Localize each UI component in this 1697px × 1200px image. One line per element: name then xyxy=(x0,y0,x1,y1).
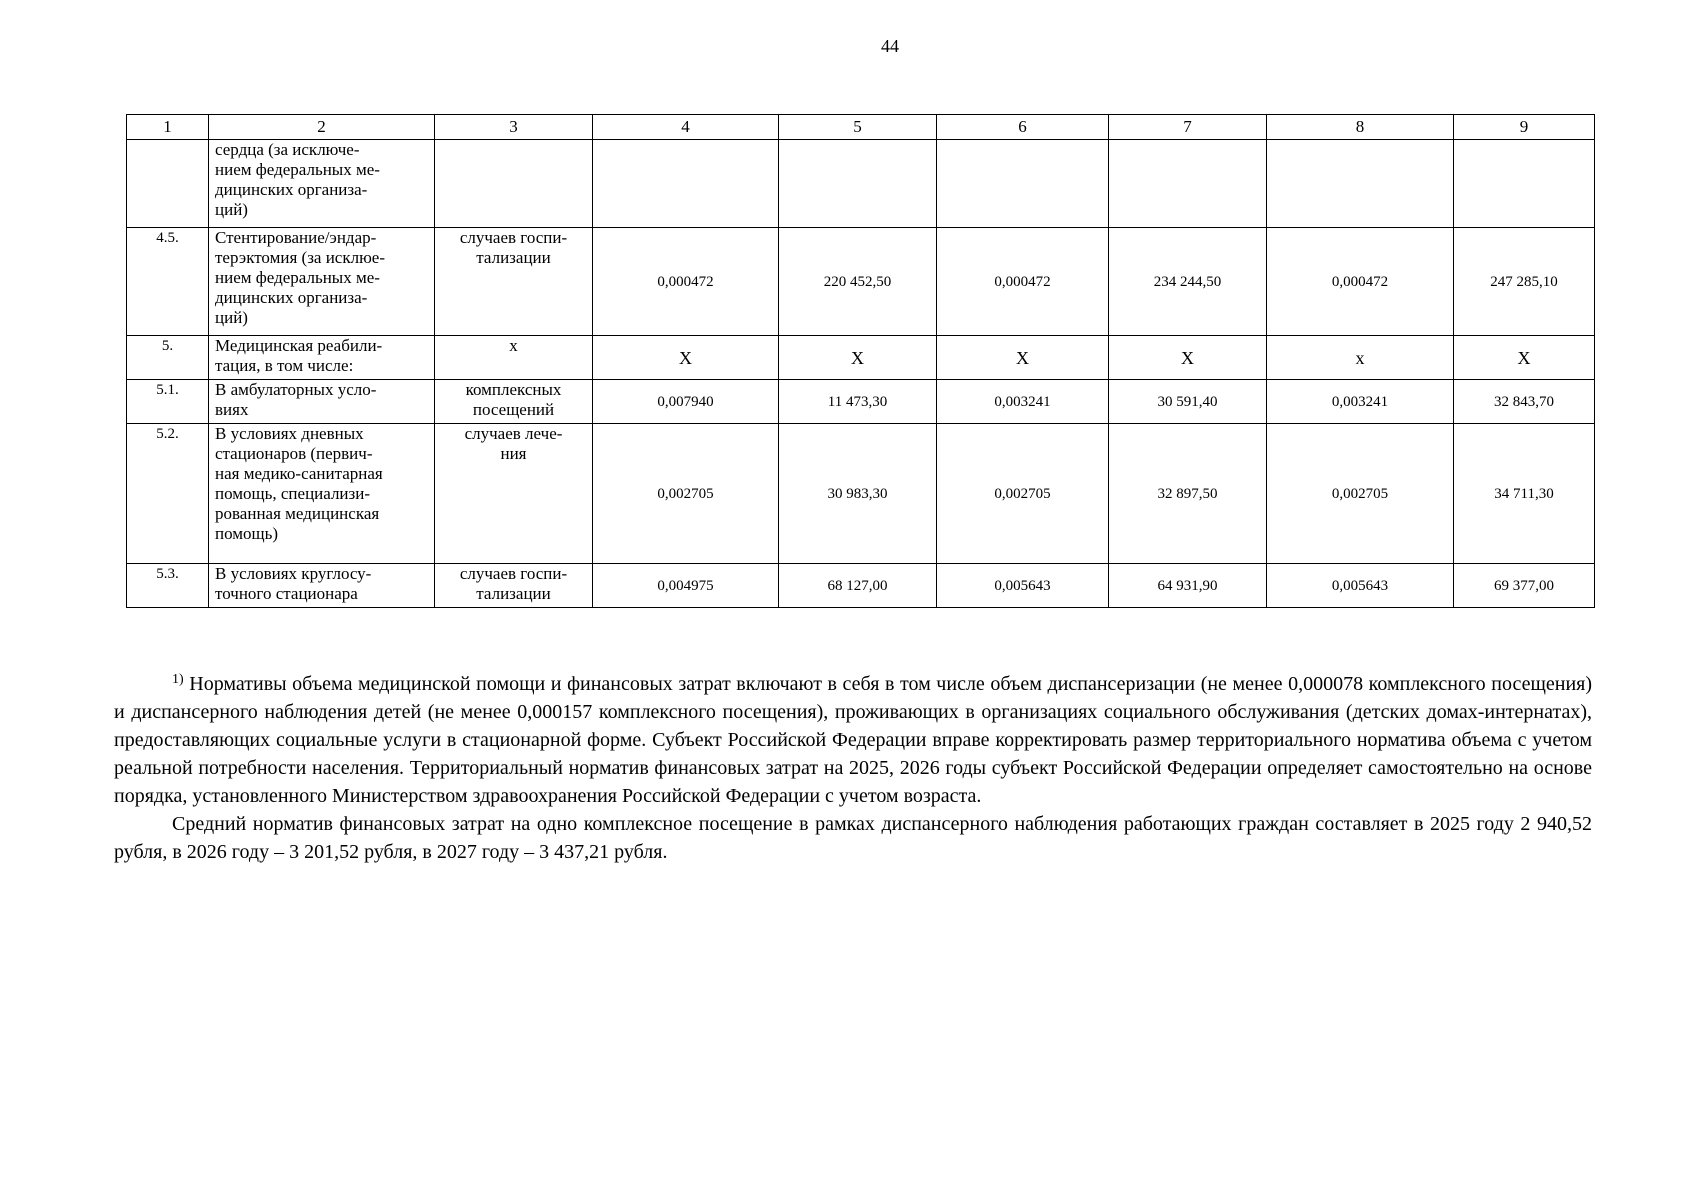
value-cell: Х xyxy=(937,336,1109,380)
table-row xyxy=(127,380,1595,424)
column-header: 2 xyxy=(209,115,435,140)
row-unit-cell xyxy=(435,140,593,228)
row-name-cell: В условиях круглосу- точного стационара xyxy=(209,564,435,608)
value-cell xyxy=(1454,140,1595,228)
value-cell: 0,003241 xyxy=(937,380,1109,424)
column-header: 4 xyxy=(593,115,779,140)
value-cell: 0,002705 xyxy=(593,424,779,564)
row-unit-cell: х xyxy=(435,336,593,380)
column-header: 8 xyxy=(1267,115,1454,140)
value-cell: 68 127,00 xyxy=(779,564,937,608)
table-header-row xyxy=(127,115,1595,140)
row-unit-cell: случаев госпи- тализации xyxy=(435,228,593,336)
column-header: 9 xyxy=(1454,115,1595,140)
column-header: 6 xyxy=(937,115,1109,140)
value-cell: 234 244,50 xyxy=(1109,228,1267,336)
value-cell: 0,000472 xyxy=(1267,228,1454,336)
value-cell: 0,000472 xyxy=(937,228,1109,336)
value-cell: 30 983,30 xyxy=(779,424,937,564)
value-cell: 34 711,30 xyxy=(1454,424,1595,564)
value-cell: 32 843,70 xyxy=(1454,380,1595,424)
value-cell: 0,000472 xyxy=(593,228,779,336)
value-cell: 30 591,40 xyxy=(1109,380,1267,424)
footnote-marker: 1) xyxy=(172,672,184,687)
table-row xyxy=(127,336,1595,380)
notes-section xyxy=(114,670,1592,866)
value-cell: 220 452,50 xyxy=(779,228,937,336)
row-number-cell: 4.5. xyxy=(127,228,209,336)
value-cell: 0,003241 xyxy=(1267,380,1454,424)
table-row xyxy=(127,564,1595,608)
value-cell: 69 377,00 xyxy=(1454,564,1595,608)
value-cell xyxy=(937,140,1109,228)
row-number-cell: 5.1. xyxy=(127,380,209,424)
value-cell: 64 931,90 xyxy=(1109,564,1267,608)
table-row xyxy=(127,424,1595,564)
value-cell: 0,002705 xyxy=(1267,424,1454,564)
column-header: 1 xyxy=(127,115,209,140)
page-number: 44 xyxy=(881,36,899,56)
table-body xyxy=(127,140,1595,608)
row-unit-cell: случаев лече- ния xyxy=(435,424,593,564)
row-number-cell xyxy=(127,140,209,228)
value-cell xyxy=(779,140,937,228)
value-cell xyxy=(1109,140,1267,228)
value-cell xyxy=(1267,140,1454,228)
column-header: 5 xyxy=(779,115,937,140)
value-cell: 247 285,10 xyxy=(1454,228,1595,336)
value-cell xyxy=(593,140,779,228)
row-unit-cell: случаев госпи- тализации xyxy=(435,564,593,608)
footnote-paragraph xyxy=(114,670,1592,810)
footnote-text: Нормативы объема медицинской помощи и финансовых затрат включают в себя в том числе объем диспансеризации (не менее 0,000078 комплексного посещения) и диспансерного наблюдения детей (не менее 0,000157 комплексного посещения), проживающих в организациях социального обслуживания (детских домах-интернатах), предоставляющих социальные услуги в стационарной форме. Субъект Российской Федерации вправе корректировать размер территориального норматива объема с учетом реальной потребности населения. Территориальный норматив финансовых затрат на 2025, 2026 годы субъект Российской Федерации определяет самостоятельно на основе порядка, установленного Министерством здравоохранения Российской Федерации с учетом возраста. xyxy=(114,673,1593,807)
value-cell: Х xyxy=(779,336,937,380)
value-cell: 0,005643 xyxy=(937,564,1109,608)
column-header: 7 xyxy=(1109,115,1267,140)
table-row xyxy=(127,228,1595,336)
value-cell: Х xyxy=(593,336,779,380)
row-name-cell: В амбулаторных усло- виях xyxy=(209,380,435,424)
normatives-table xyxy=(126,114,1595,608)
row-unit-cell: комплексных посещений xyxy=(435,380,593,424)
row-name-cell: Стентирование/эндар- терэктомия (за исклюе- нием федеральных ме- дицинских организа- ций) xyxy=(209,228,435,336)
row-name-cell: сердца (за исключе- нием федеральных ме- дицинских организа- ций) xyxy=(209,140,435,228)
column-header: 3 xyxy=(435,115,593,140)
value-cell: х xyxy=(1267,336,1454,380)
value-cell: Х xyxy=(1109,336,1267,380)
table-row xyxy=(127,140,1595,228)
row-number-cell: 5. xyxy=(127,336,209,380)
row-name-cell: Медицинская реабили- тация, в том числе: xyxy=(209,336,435,380)
value-cell: 0,002705 xyxy=(937,424,1109,564)
average-normative-paragraph: Средний норматив финансовых затрат на одно комплексное посещение в рамках диспансерного наблюдения работающих граждан составляет в 2025 году 2 940,52 рубля, в 2026 году – 3 201,52 рубля, в 2027 году – 3 437,21 рубля. xyxy=(114,813,1592,863)
value-cell: Х xyxy=(1454,336,1595,380)
row-number-cell: 5.2. xyxy=(127,424,209,564)
row-name-cell: В условиях дневных стационаров (первич- ная медико-санитарная помощь, специализи- рованная медицинская помощь) xyxy=(209,424,435,564)
value-cell: 32 897,50 xyxy=(1109,424,1267,564)
value-cell: 0,004975 xyxy=(593,564,779,608)
value-cell: 0,007940 xyxy=(593,380,779,424)
value-cell: 11 473,30 xyxy=(779,380,937,424)
value-cell: 0,005643 xyxy=(1267,564,1454,608)
row-number-cell: 5.3. xyxy=(127,564,209,608)
